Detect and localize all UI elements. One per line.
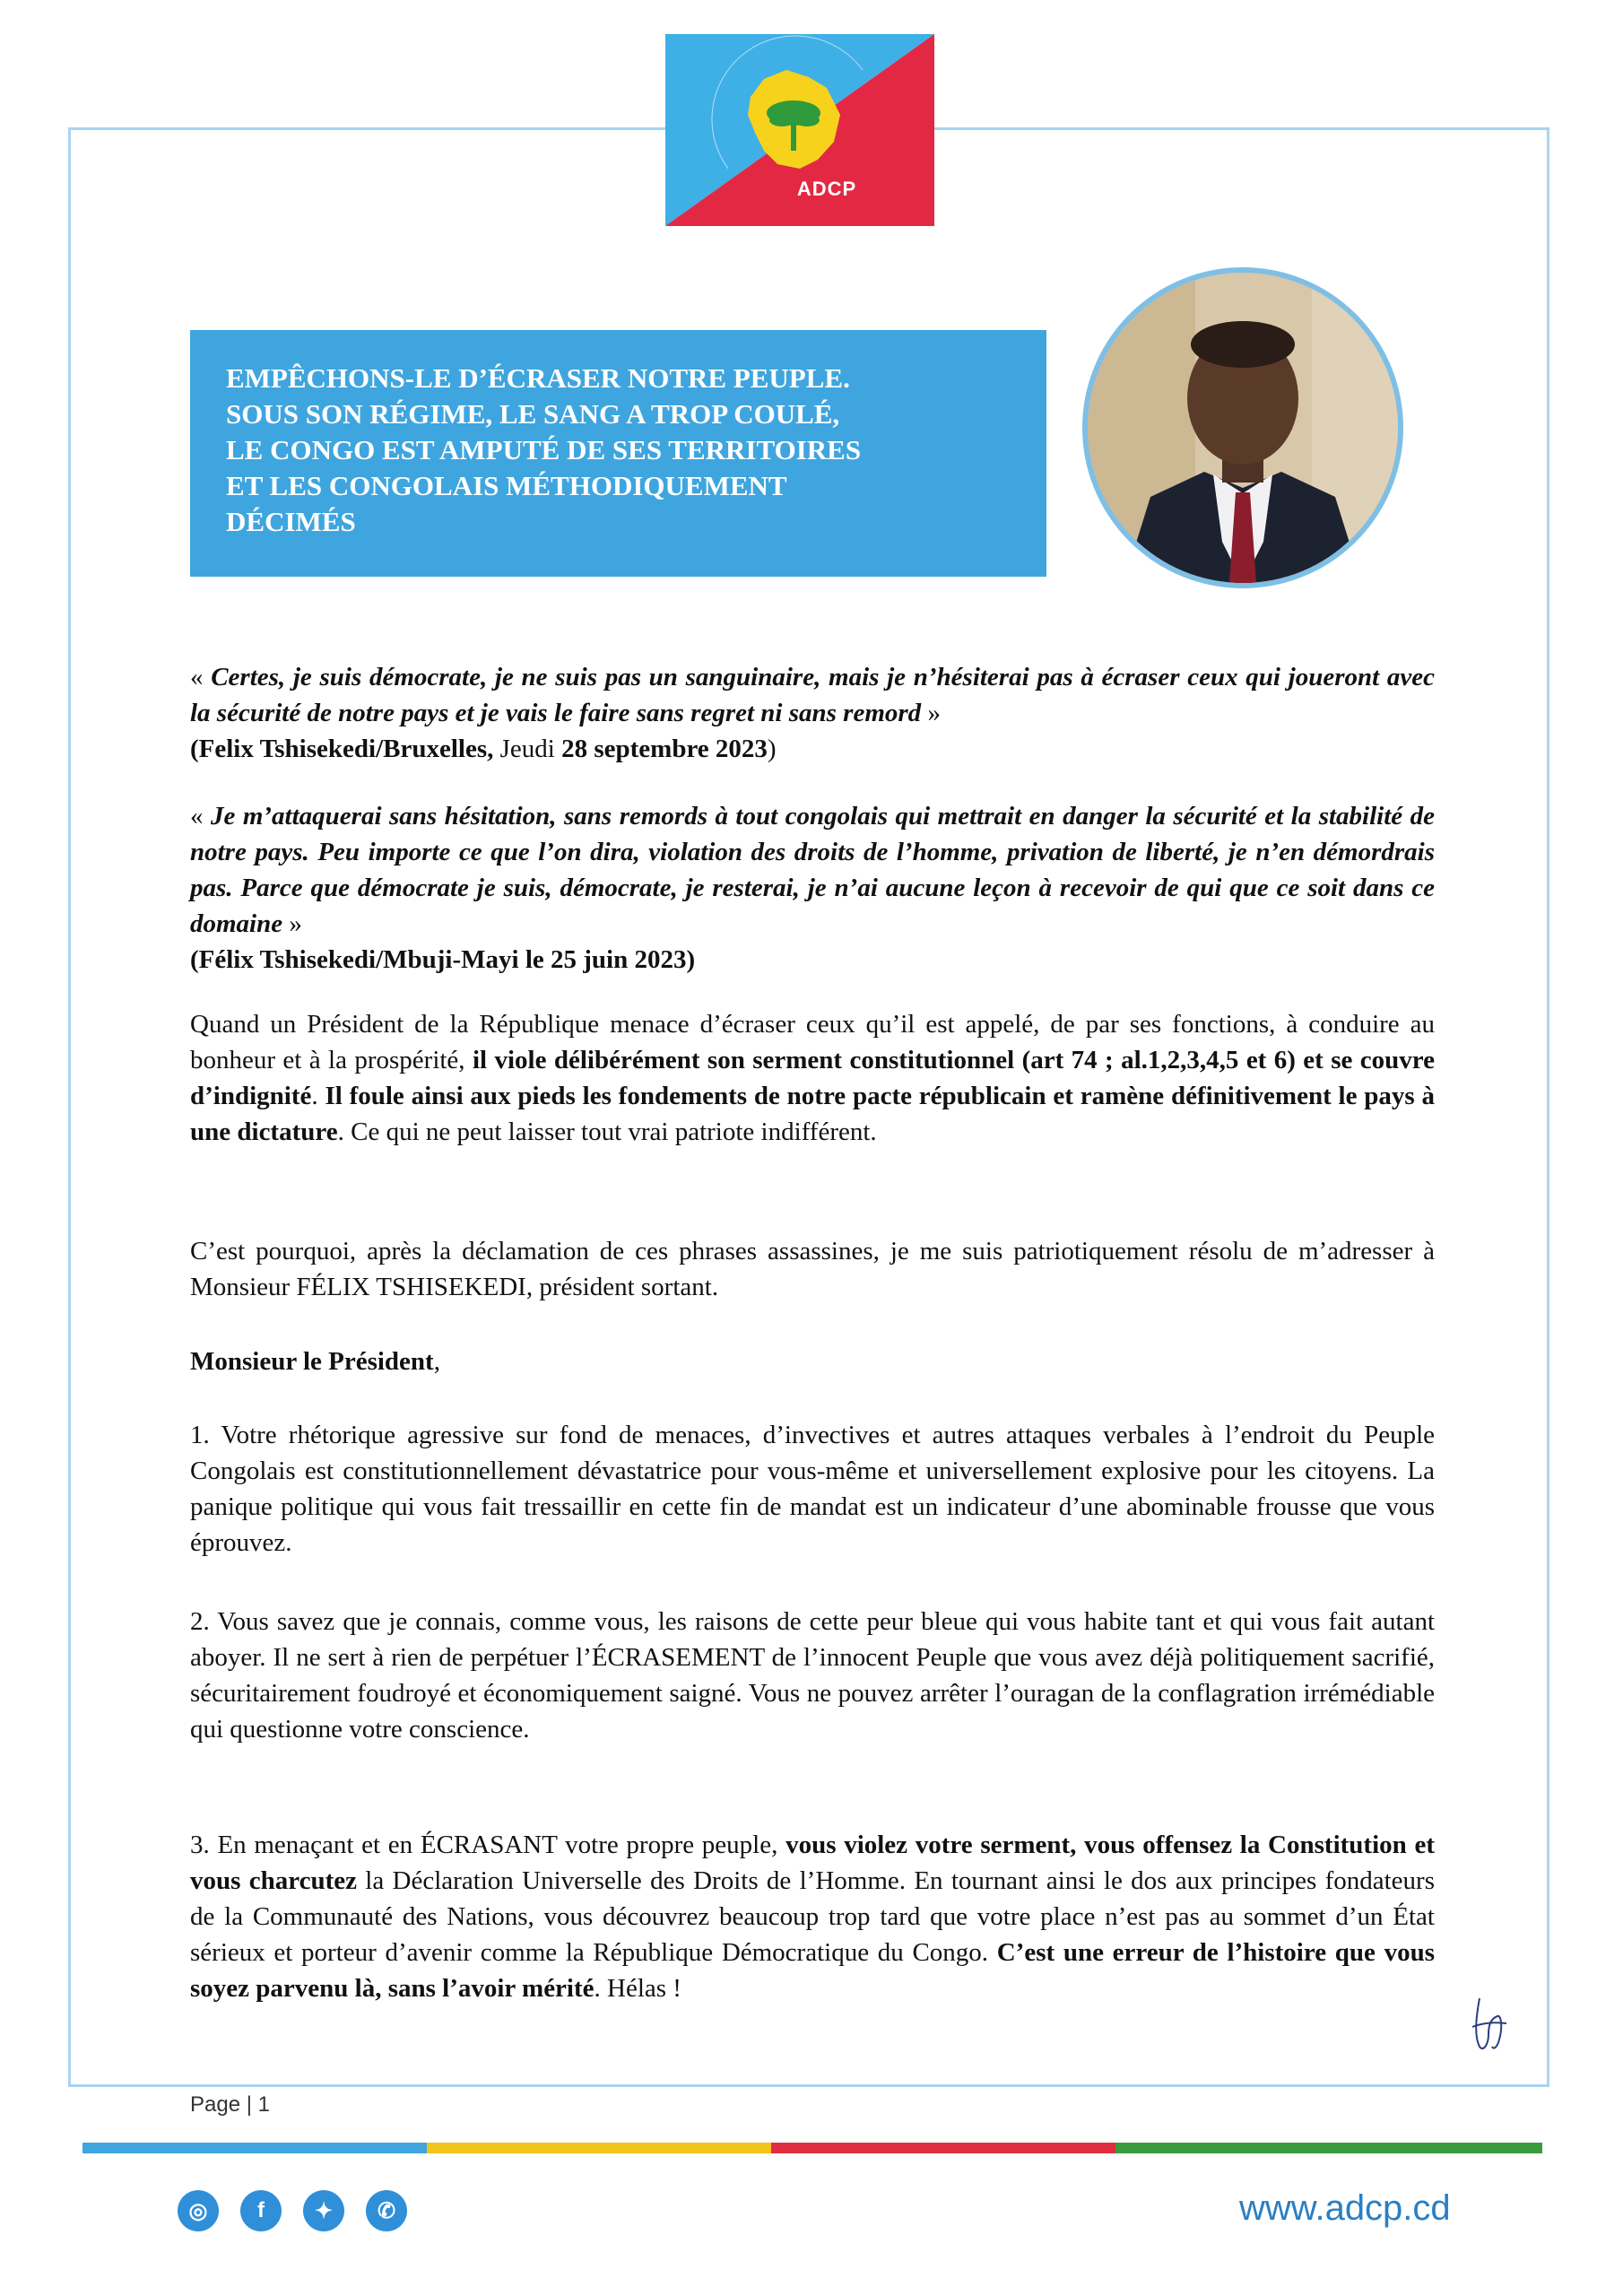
quote-text: Certes, je suis démocrate, je ne suis pas un sanguinaire, mais je n’hésiterai pas à écraser ceux qui joueront avec la sécurité de notre pays et je vais le faire sans regret ni sans remord xyxy=(190,663,1435,727)
headline-box xyxy=(190,330,1046,577)
twitter-icon[interactable]: ✦ xyxy=(303,2190,344,2231)
headline-line: EMPÊCHONS-LE D’ÉCRASER NOTRE PEUPLE. xyxy=(226,362,850,394)
website-link[interactable]: www.adcp.cd xyxy=(1239,2188,1451,2228)
point-2: 2. Vous savez que je connais, comme vous, les raisons de cette peur bleue qui vous habite tant et qui vous fait autant aboyer. Il ne sert à rien de perpétuer l’ÉCRASEMENT de l’innocent Peuple que vous avez déjà politiquement sacrifié, sécuritairement foudroyé et économiquement saigné. Vous ne pouvez arrêter l’ouragan de la conflagration irrémédiable qui questionne votre conscience. xyxy=(190,1607,1435,1744)
point-1: 1. Votre rhétorique agressive sur fond de menaces, d’invectives et autres attaques verbales à l’endroit du Peuple Congolais est constitutionnellement dévastatrice pour vous-même et universellement explosive pour les citoyens. La panique politique qui vous fait tressaillir en cette fin de mandat est un indicateur d’une abominable frousse que vous éprouvez. xyxy=(190,1421,1435,1557)
bold-run: vous violez votre serment, vous offensez la Constitution et vous charcutez xyxy=(190,1831,1435,1895)
quote-open-mark: « xyxy=(190,802,211,831)
quote-text: Je m’attaquerai sans hésitation, sans remords à tout congolais qui mettrait en danger la sécurité et la stabilité de notre pays. Peu importe ce que l’on dira, violation des droits de l’homme, privation de liberté, je n’en démordrais pas. Parce que démocrate je suis, démocrate, je resterai, je n’ai aucune leçon à recevoir de qui que ce soit dans ce domaine xyxy=(190,802,1436,938)
salutation-bold: Monsieur le Président xyxy=(190,1347,434,1376)
portrait-image xyxy=(1088,273,1398,583)
headline-line: SOUS SON RÉGIME, LE SANG A TROP COULÉ, xyxy=(226,398,840,430)
page-number: Page | 1 xyxy=(190,2092,270,2117)
salutation-comma: , xyxy=(433,1347,440,1376)
text-run: Quand un Président de la République menace d’écraser ceux qu’il est appelé, de par ses fonctions, à conduire au bonheur et à la prospérité, xyxy=(190,1010,1435,1074)
facebook-icon[interactable]: f xyxy=(240,2190,282,2231)
footer-stripe-red xyxy=(771,2143,1115,2153)
text-run: . Ce qui ne peut laisser tout vrai patriote indifférent. xyxy=(337,1118,877,1146)
signature-mark xyxy=(1467,1991,1512,2054)
text-run: 3. En menaçant et en ÉCRASANT votre propre peuple, xyxy=(190,1831,786,1859)
footer-stripe-yellow xyxy=(427,2143,771,2153)
whatsapp-icon[interactable]: ✆ xyxy=(366,2190,407,2231)
instagram-icon[interactable]: ◎ xyxy=(178,2190,219,2231)
text-run: . Hélas ! xyxy=(594,1974,681,2003)
footer-stripe-blue xyxy=(82,2143,427,2153)
author-portrait xyxy=(1082,267,1403,588)
point-3 xyxy=(190,1827,1435,2006)
text-run: . xyxy=(311,1082,325,1110)
quote-source-day: Jeudi xyxy=(493,735,562,763)
headline-line: ET LES CONGOLAIS MÉTHODIQUEMENT xyxy=(226,470,787,501)
bold-run: Il foule ainsi aux pieds les fondements de notre pacte républicain et ramène définitivement le pays à une dictature xyxy=(190,1082,1435,1146)
quote-close-mark: » xyxy=(921,699,941,727)
footer-stripe-green xyxy=(1115,2143,1542,2153)
bold-run: C’est une erreur de l’histoire que vous soyez parvenu là, sans l’avoir mérité xyxy=(190,1938,1435,2003)
salutation xyxy=(190,1344,1435,1379)
headline-line: LE CONGO EST AMPUTÉ DE SES TERRITOIRES xyxy=(226,434,862,465)
text-run: la Déclaration Universelle des Droits de l’Homme. En tournant ainsi le dos aux principes fondateurs de la Communauté des Nations, vous découvrez beaucoup trop tard que votre place n’est pas au sommet d’un État sérieux et porteur d’avenir comme la République Démocratique du Congo. xyxy=(190,1866,1435,1967)
quote-bruxelles xyxy=(190,659,1435,767)
quote-source: (Felix Tshisekedi/Bruxelles, xyxy=(190,735,494,763)
quote-mbuji-mayi xyxy=(190,798,1435,978)
paragraph-intro xyxy=(190,1006,1435,1150)
headline-line: DÉCIMÉS xyxy=(226,506,356,537)
adcp-logo xyxy=(665,34,934,226)
quote-source: (Félix Tshisekedi/Mbuji-Mayi le 25 juin 2023) xyxy=(190,945,696,974)
bold-run: il viole délibérément son serment constitutionnel (art 74 ; al.1,2,3,4,5 et 6) et se couvre d’indignité xyxy=(190,1046,1435,1110)
quote-source-date: 28 septembre 2023 xyxy=(561,735,768,763)
quote-source-end: ) xyxy=(767,735,777,763)
quote-close-mark: » xyxy=(282,909,302,938)
logo-text: ADCP xyxy=(796,178,857,200)
paragraph-resolution: C’est pourquoi, après la déclamation de ces phrases assassines, je me suis patriotiquement résolu de m’adresser à Monsieur FÉLIX TSHISEKEDI, président sortant. xyxy=(190,1237,1435,1301)
quote-open-mark: « xyxy=(190,663,212,691)
